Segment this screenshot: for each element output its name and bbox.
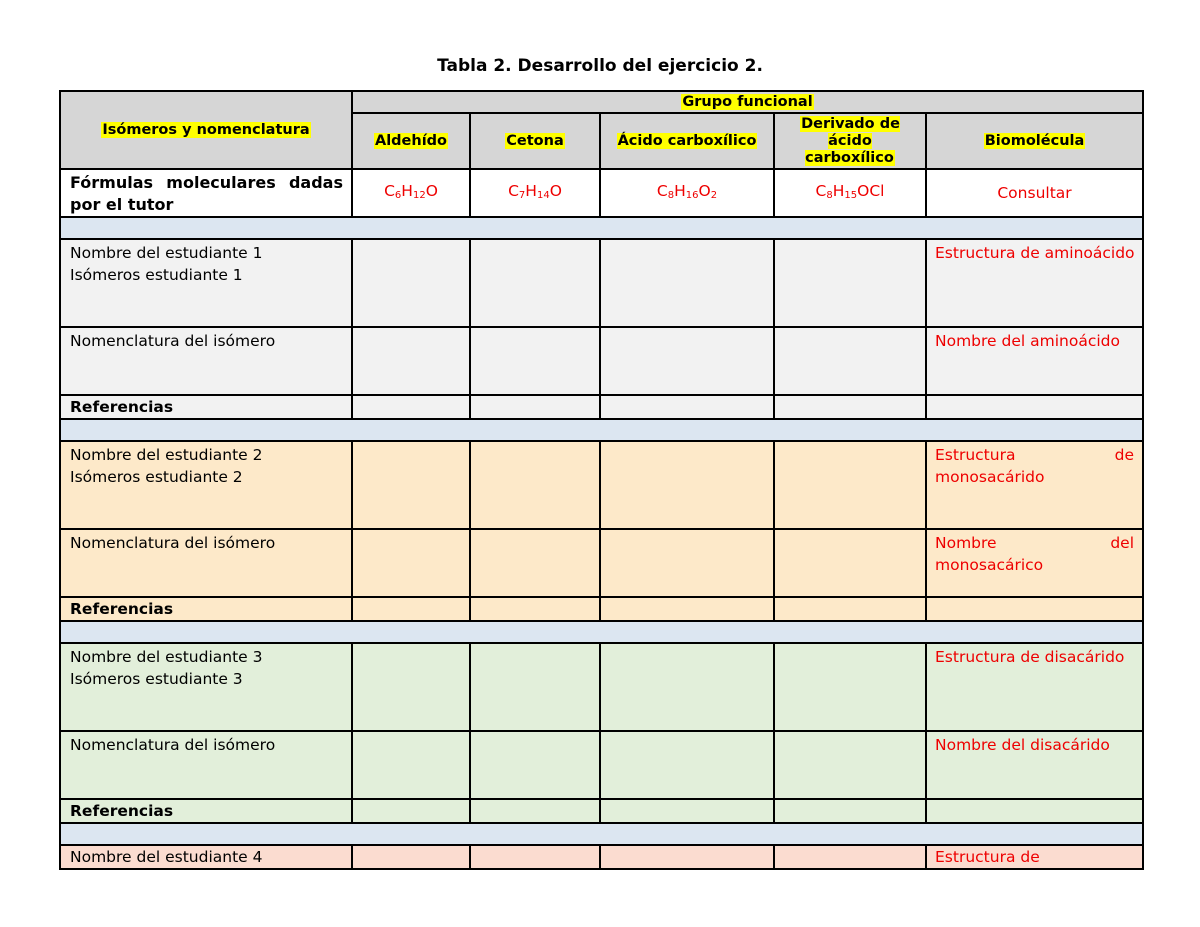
header-col-label: Aldehído: [374, 132, 448, 149]
input-cell[interactable]: [600, 529, 774, 597]
student-name: Nombre del estudiante 1: [70, 244, 263, 262]
input-cell[interactable]: [600, 731, 774, 799]
student-2-label: [60, 441, 352, 529]
student-2-isomers-row: [60, 441, 1143, 529]
bio-structure-text: Estructura de monosacárido: [935, 446, 1135, 486]
nomenclature-label: Nomenclatura del isómero: [60, 529, 352, 597]
student-1-references-row: [60, 395, 1143, 419]
input-cell[interactable]: [600, 643, 774, 731]
formula-aldehido: $C_6H_{12}O$: [352, 169, 470, 217]
input-cell[interactable]: [774, 529, 926, 597]
bio-name-text: Nombre del monosacárico: [935, 534, 1135, 574]
header-group-label: Grupo funcional: [682, 93, 813, 110]
formulas-label: Fórmulas moleculares dadas por el tutor: [60, 169, 352, 217]
input-cell[interactable]: [352, 395, 470, 419]
input-cell[interactable]: [470, 395, 600, 419]
table-caption: Tabla 2. Desarrollo del ejercicio 2.: [437, 56, 763, 76]
input-cell[interactable]: [600, 239, 774, 327]
student-isomers-label: Isómeros estudiante 1: [70, 266, 243, 284]
bio-name-cell[interactable]: [926, 529, 1143, 597]
bio-structure-cell[interactable]: [926, 643, 1143, 731]
student-1-nomenclature-row: [60, 327, 1143, 395]
student-name: Nombre del estudiante 2: [70, 446, 263, 464]
formula-derivado: $C_8H_{15}OCl$: [774, 169, 926, 217]
bio-structure-cell[interactable]: [926, 845, 1143, 869]
header-col-label: Ácido carboxílico: [617, 132, 757, 149]
exercise-table: [59, 90, 1144, 870]
input-cell[interactable]: [352, 731, 470, 799]
references-label: Referencias: [60, 395, 352, 419]
input-cell[interactable]: [352, 441, 470, 529]
formula-acido: $C_8H_{16}O_2$: [600, 169, 774, 217]
input-cell[interactable]: [352, 799, 470, 823]
input-cell[interactable]: [926, 395, 1143, 419]
input-cell[interactable]: [470, 441, 600, 529]
input-cell[interactable]: [926, 597, 1143, 621]
formula-biomolecula: Consultar: [926, 169, 1143, 217]
bio-structure-cell[interactable]: [926, 441, 1143, 529]
input-cell[interactable]: [470, 327, 600, 395]
header-col-label: Biomolécula: [984, 132, 1085, 149]
input-cell[interactable]: [600, 441, 774, 529]
input-cell[interactable]: [600, 327, 774, 395]
student-3-isomers-row: [60, 643, 1143, 731]
input-cell[interactable]: [774, 327, 926, 395]
input-cell[interactable]: [470, 239, 600, 327]
bio-name-text: Nombre del aminoácido: [935, 332, 1120, 350]
student-3-label: [60, 643, 352, 731]
input-cell[interactable]: [774, 441, 926, 529]
student-4-label: [60, 845, 352, 869]
header-group-cell: [352, 91, 1143, 113]
nomenclature-label: Nomenclatura del isómero: [60, 327, 352, 395]
student-isomers-label: Isómeros estudiante 3: [70, 670, 243, 688]
input-cell[interactable]: [352, 643, 470, 731]
formula-cetona: $C_7H_{14}O$: [470, 169, 600, 217]
input-cell[interactable]: [774, 845, 926, 869]
input-cell[interactable]: [470, 643, 600, 731]
input-cell[interactable]: [600, 395, 774, 419]
header-row-label-cell: [60, 91, 352, 169]
input-cell[interactable]: [352, 327, 470, 395]
input-cell[interactable]: [470, 529, 600, 597]
student-4-isomers-row: [60, 845, 1143, 869]
header-col-label: Cetona: [506, 132, 564, 149]
student-3-references-row: [60, 799, 1143, 823]
header-col-aldehido: [352, 113, 470, 169]
student-name: Nombre del estudiante 3: [70, 648, 263, 666]
header-col-derivado: [774, 113, 926, 169]
separator-row: [60, 823, 1143, 845]
bio-name-cell[interactable]: [926, 731, 1143, 799]
student-1-label: [60, 239, 352, 327]
bio-structure-text: Estructura de aminoácido: [935, 244, 1135, 262]
input-cell[interactable]: [352, 529, 470, 597]
student-3-nomenclature-row: [60, 731, 1143, 799]
input-cell[interactable]: [774, 799, 926, 823]
input-cell[interactable]: [470, 845, 600, 869]
student-isomers-label: Isómeros estudiante 2: [70, 468, 243, 486]
header-col-biomolecula: [926, 113, 1143, 169]
input-cell[interactable]: [470, 731, 600, 799]
separator-row: [60, 621, 1143, 643]
nomenclature-label: Nomenclatura del isómero: [60, 731, 352, 799]
input-cell[interactable]: [352, 845, 470, 869]
bio-name-cell[interactable]: [926, 327, 1143, 395]
input-cell[interactable]: [600, 799, 774, 823]
header-col-acido: [600, 113, 774, 169]
student-2-references-row: [60, 597, 1143, 621]
header-col-label: Derivado de ácido carboxílico: [801, 115, 900, 166]
input-cell[interactable]: [774, 597, 926, 621]
student-1-isomers-row: [60, 239, 1143, 327]
bio-structure-text: Estructura de: [935, 848, 1040, 866]
input-cell[interactable]: [352, 239, 470, 327]
bio-name-text: Nombre del disacárido: [935, 736, 1110, 754]
header-row-label: Isómeros y nomenclatura: [102, 121, 310, 138]
input-cell[interactable]: [774, 643, 926, 731]
input-cell[interactable]: [470, 597, 600, 621]
input-cell[interactable]: [600, 845, 774, 869]
input-cell[interactable]: [352, 597, 470, 621]
input-cell[interactable]: [470, 799, 600, 823]
separator-row: [60, 217, 1143, 239]
input-cell[interactable]: [926, 799, 1143, 823]
input-cell[interactable]: [774, 731, 926, 799]
references-label: Referencias: [60, 799, 352, 823]
references-label: Referencias: [60, 597, 352, 621]
bio-structure-cell[interactable]: [926, 239, 1143, 327]
input-cell[interactable]: [774, 239, 926, 327]
separator-row: [60, 419, 1143, 441]
input-cell[interactable]: [600, 597, 774, 621]
input-cell[interactable]: [774, 395, 926, 419]
bio-structure-text: Estructura de disacárido: [935, 648, 1125, 666]
student-name: Nombre del estudiante 4: [70, 848, 263, 866]
student-2-nomenclature-row: [60, 529, 1143, 597]
header-col-cetona: [470, 113, 600, 169]
